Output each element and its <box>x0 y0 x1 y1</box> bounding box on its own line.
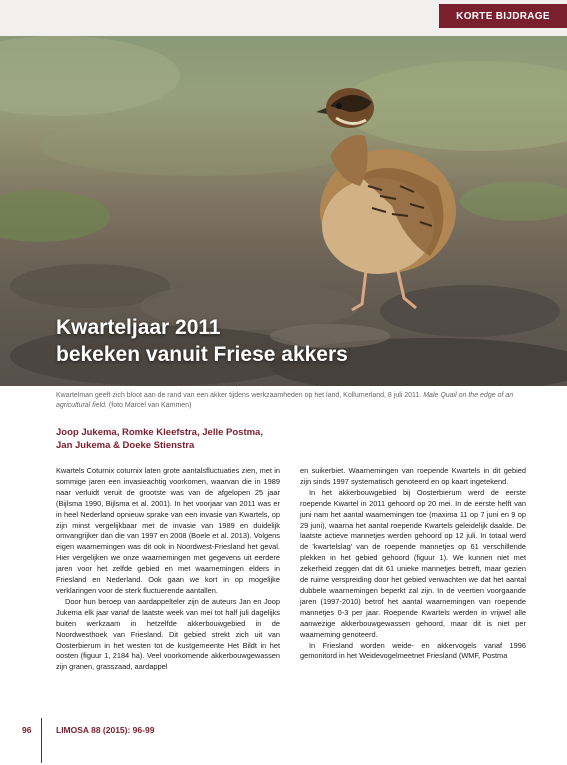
author-line-1: Joop Jukema, Romke Kleefstra, Jelle Postma, <box>56 427 263 438</box>
paragraph: In het akkerbouwgebied bij Oosterbierum werd de eerste roepende Kwartel in 2011 gehoord op 20 mei. In de eerste helft van juni nam het aantal waarnemingen toe (maxima 11 op 7 juni en 9 op 29 juni), waarna het aantal roepende Kwartels geleidelijk daalde. De laatste actieve mannetjes werden gehoord op 12 juli. In totaal werd de 'kwartelslag' van de roepende mannetjes op 61 verschillende plekken in het gebied gehoord (figuur 1). We kunnen niet met zekerheid zeggen dat dit 61 unieke mannetjes betreft, maar gezien de ruime verspreiding door het gebied verwachten we dat het aantal dubbele waarnemingen beperkt zal zijn. In de veertien voorgaande jaren (1997-2010) betrof het aantal waarnemingen van roepende mannetjes 0-3 per jaar. Roepende Kwartels werden in vrijwel alle aanwezige akkerbouwgewassen gehoord, maar dit is niet per waarneming genoteerd. <box>300 487 526 639</box>
body-column-left <box>56 466 280 673</box>
paragraph: In Friesland worden weide- en akkervogels vanaf 1996 gemonitord in het Weidevogelmeetnet Friesland (WMF, Postma <box>300 640 526 661</box>
paragraph: Kwartels Coturnix coturnix laten grote aantalsfluctuaties zien, met in sommige jaren een invasieachtig voorkomen, waarvan die in 1989 naar verluidt veruit de grootste was van de afgelopen 25 jaar (Bijlsma 1990, Bijlsma et al. 2001). In het voorjaar van 2011 was er in heel Nederland opnieuw sprake van een invasie van Kwartels, op zijn minst vergelijkbaar met de invasie van 1989 en duidelijk omvangrijker dan die van 1997 en 2008 (Boele et al. 2013). Volgens eigen waarnemingen was dit ook in Noordwest-Friesland het geval. Hier vergelijken we onze waarnemingen met gegevens uit eerdere jaren voor het zelfde gebied en met waarnemingen elders in Friesland en Nederland. Ook gaan we kort in op mogelijke verklaringen voor de sterk fluctuerende aantallen. <box>56 466 280 595</box>
author-line-2: Jan Jukema & Doeke Stienstra <box>56 440 195 451</box>
hero-photo <box>0 36 567 386</box>
photo-caption <box>56 391 526 411</box>
paragraph: Door hun beroep van aardappelteler zijn de auteurs Jan en Joop Jukema elk jaar vanaf de laatste week van mei tot half juli dagelijks buiten werkzaam in hetzelfde akkerbouwgebied in de Noordwesthoek van Friesland. Dit gebied strekt zich uit van Oosterbierum in het westen tot de kustgemeente Het Bildt in het oosten (figuur 1, 2184 ha). Veel voorkomende akkerbouwgewassen zijn granen, grasszaad, aardappel <box>56 596 280 672</box>
article-title <box>56 314 348 368</box>
article-title-line-1: Kwarteljaar 2011 <box>56 316 221 339</box>
page-number: 96 <box>22 725 32 735</box>
article-title-line-2: bekeken vanuit Friese akkers <box>56 343 348 366</box>
journal-reference: LIMOSA 88 (2015): 96-99 <box>56 725 155 735</box>
body-column-right <box>300 466 526 662</box>
author-list <box>56 426 280 452</box>
caption-english: Male Quail on the edge of an agricultural field. <box>56 392 514 409</box>
paragraph: en suikerbiet. Waarnemingen van roepende Kwartels in dit gebied zijn sinds 1997 systematisch genoteerd en op kaart ingetekend. <box>300 466 526 486</box>
section-tag: KORTE BIJDRAGE <box>439 4 567 28</box>
caption-credit: (foto Marcel van Kammen) <box>108 402 192 409</box>
footer-rule <box>41 718 42 763</box>
caption-text: Kwartelman geeft zich bloot aan de rand van een akker tijdens werkzaamheden op het land, Kollumerland, 8 juli 2011. <box>56 392 422 399</box>
